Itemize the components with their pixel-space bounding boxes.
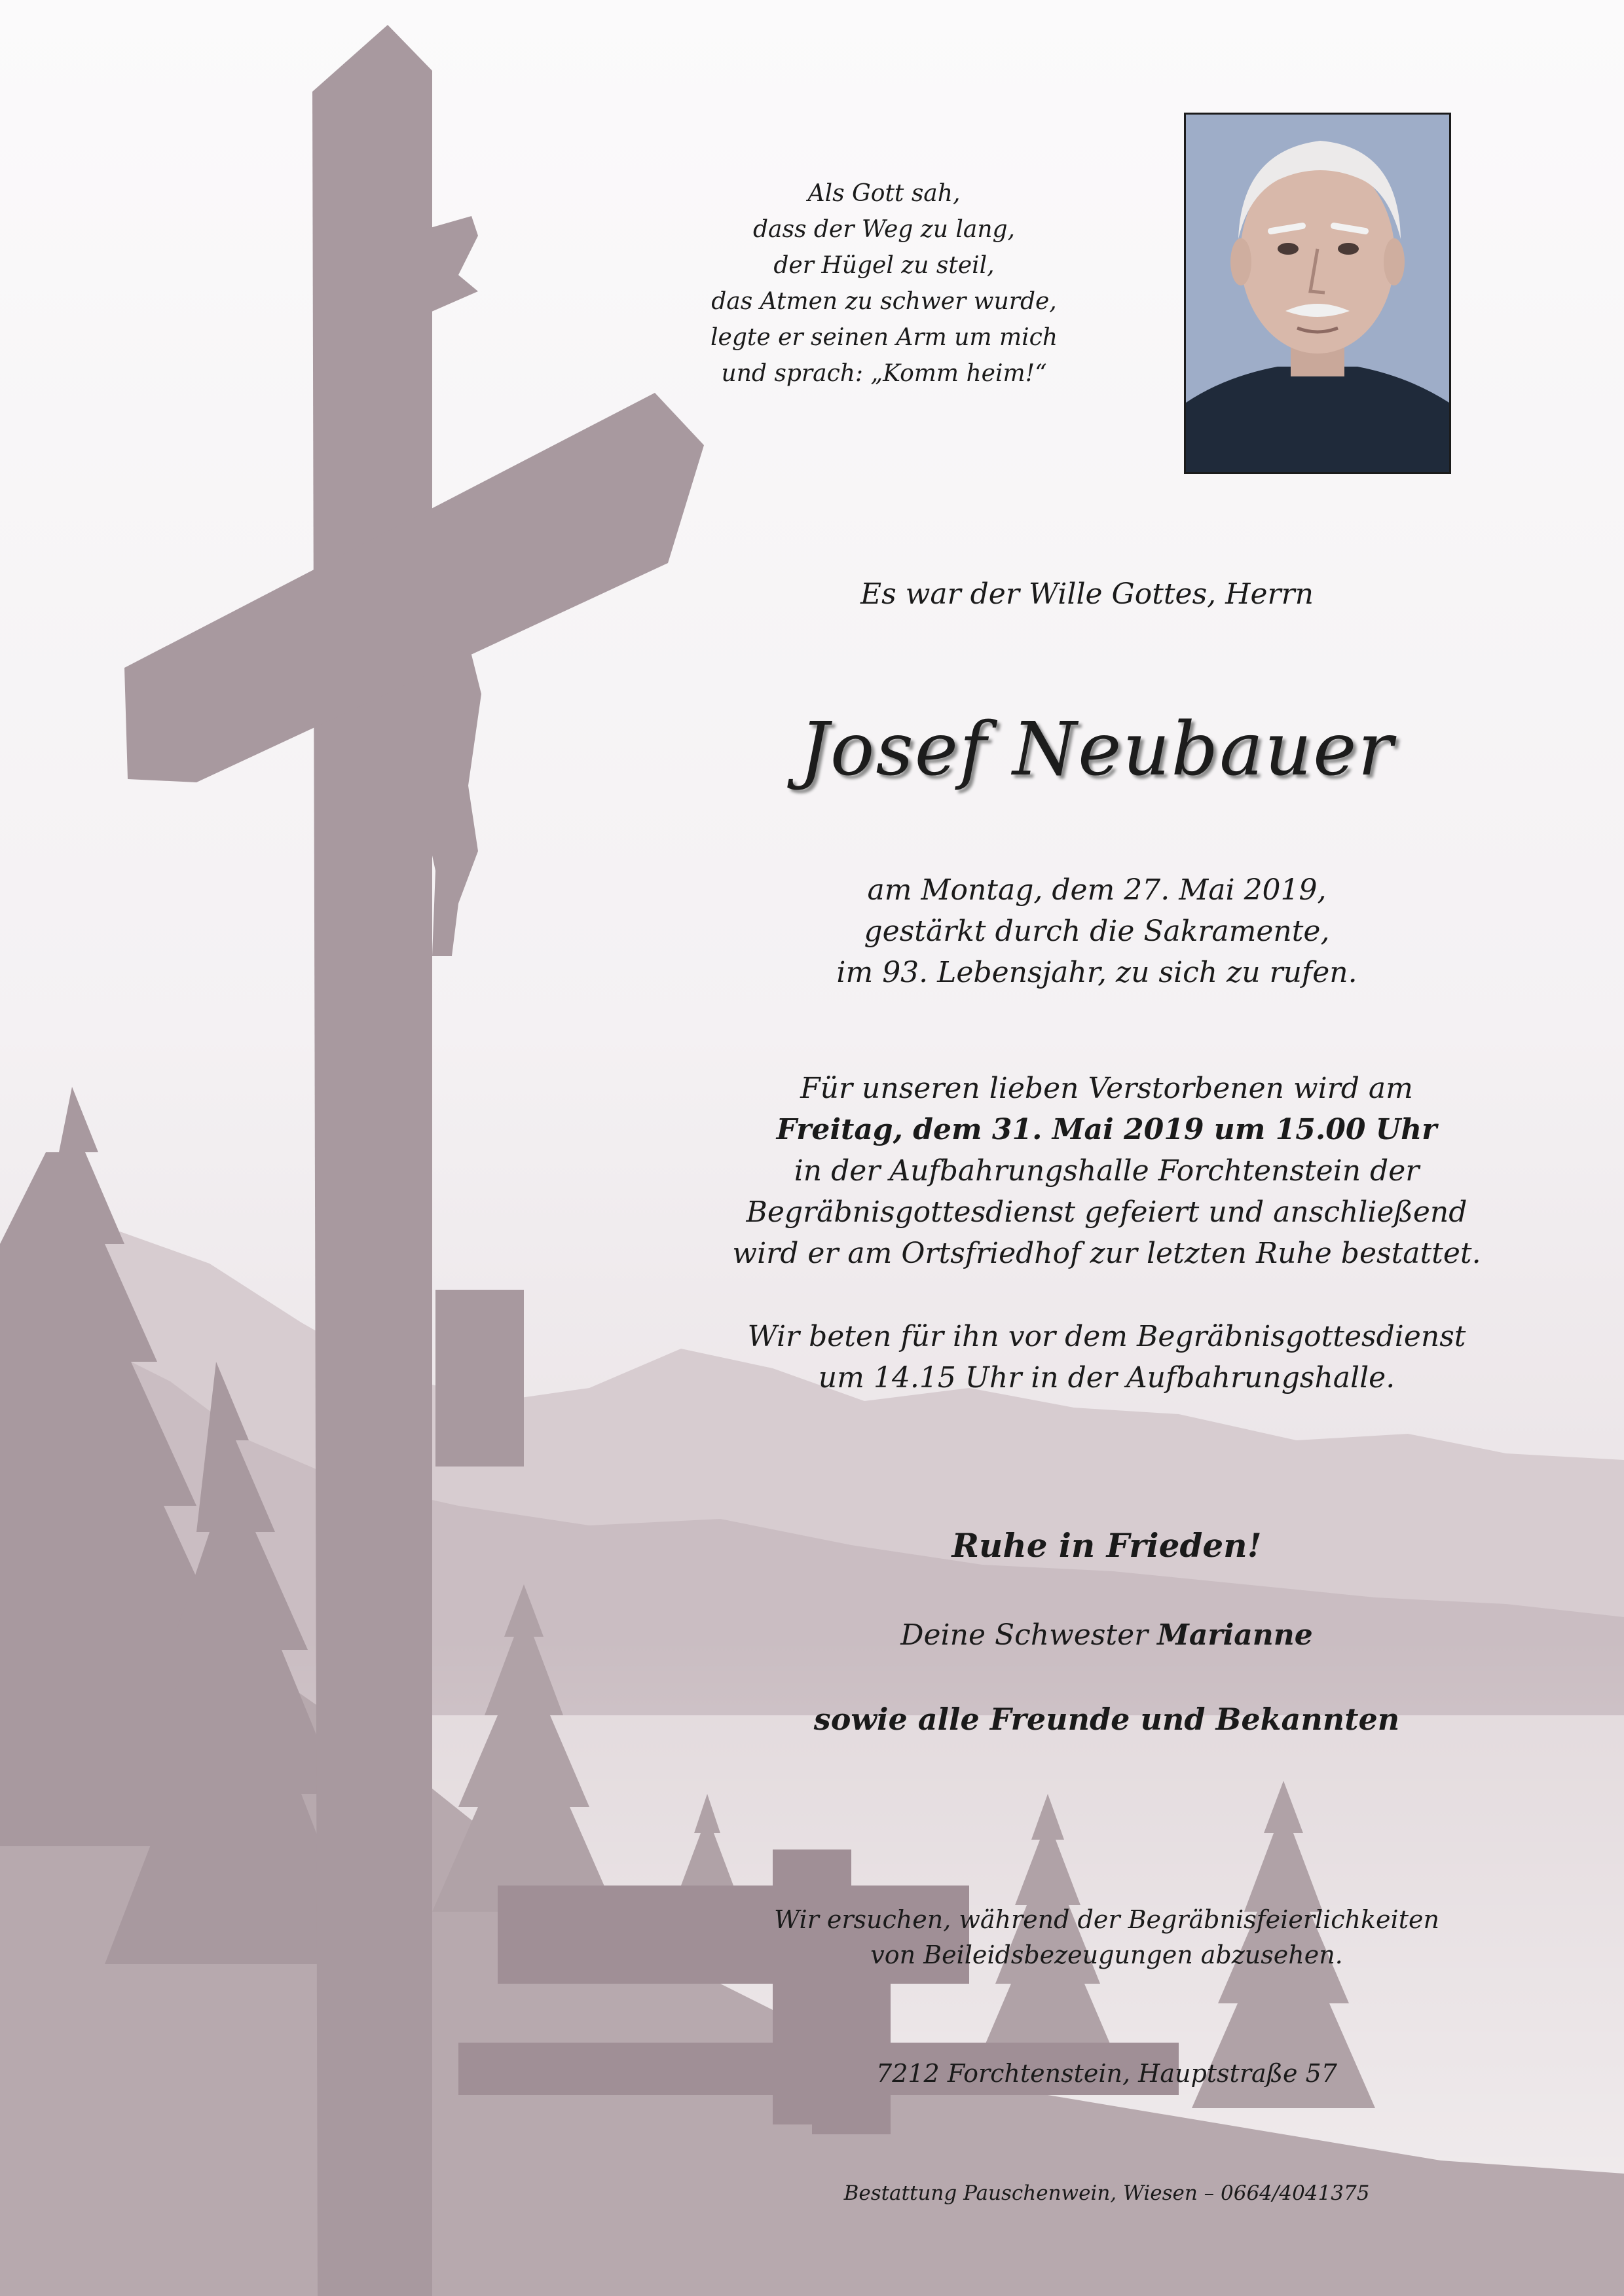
death-line: im 93. Lebensjahr, zu sich zu rufen. (836, 956, 1357, 989)
portrait-photo (1184, 113, 1451, 474)
prayer-details (681, 1316, 1532, 1398)
quote-line: dass der Weg zu lang, (752, 216, 1015, 243)
death-line: gestärkt durch die Sakramente, (864, 915, 1330, 948)
mourner-sister (747, 1614, 1467, 1656)
undertaker-info: Bestattung Pauschenwein, Wiesen – 0664/4041375 (843, 2181, 1370, 2205)
funeral-date-time: Freitag, dem 31. Mai 2019 um 15.00 Uhr (776, 1113, 1437, 1146)
funeral-line: Begräbnisgottesdienst gefeiert und anschließend (746, 1195, 1467, 1229)
funeral-line: Für unseren lieben Verstorbenen wird am (800, 1072, 1413, 1105)
request-line: Wir ersuchen, während der Begräbnisfeierlichkeiten (774, 1905, 1439, 1934)
family-address: 7212 Forchtenstein, Hauptstraße 57 (876, 2059, 1337, 2088)
quote-line: Als Gott sah, (807, 180, 961, 207)
prayer-line: um 14.15 Uhr in der Aufbahrungshalle. (818, 1361, 1395, 1394)
intro-text: Es war der Wille Gottes, Herrn (860, 577, 1314, 611)
funeral-line: wird er am Ortsfriedhof zur letzten Ruhe bestattet. (732, 1237, 1481, 1270)
funeral-details (681, 1068, 1532, 1274)
quote-line: das Atmen zu schwer wurde, (711, 288, 1057, 315)
request-line: von Beileidsbezeugungen abzusehen. (870, 1941, 1343, 1969)
death-details (720, 869, 1473, 993)
mourner-friends: sowie alle Freunde und Bekannten (813, 1702, 1400, 1737)
deceased-name: Josef Neubauer (800, 707, 1394, 792)
funeral-line: in der Aufbahrungshalle Forchtenstein der (794, 1154, 1420, 1188)
rest-in-peace: Ruhe in Frieden! (951, 1526, 1262, 1565)
quote-line: legte er seinen Arm um mich (710, 324, 1058, 351)
quote-block (655, 175, 1113, 392)
sister-prefix: Deine Schwester (900, 1618, 1149, 1652)
quote-line: der Hügel zu steil, (773, 252, 995, 279)
quote-line: und sprach: „Komm heim!“ (721, 360, 1047, 387)
condolence-request (714, 1902, 1500, 1973)
prayer-line: Wir beten für ihn vor dem Begräbnisgottesdienst (747, 1320, 1466, 1353)
sister-name: Marianne (1157, 1618, 1313, 1652)
death-line: am Montag, dem 27. Mai 2019, (867, 873, 1327, 907)
